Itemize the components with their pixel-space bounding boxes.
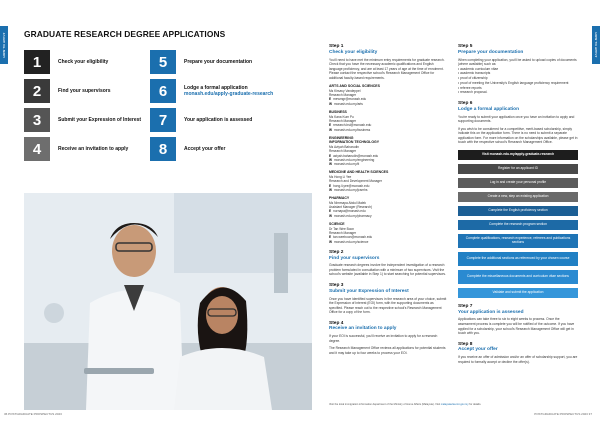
contact-school: ARTS AND SOCIAL SCIENCES [329, 84, 380, 89]
contact-role: Research Manager [329, 230, 357, 235]
step-7-section [458, 304, 578, 336]
list-item: • academic curriculum vitae [458, 67, 578, 72]
contact-engineering-it [329, 136, 447, 167]
step-3-number: 3 [24, 108, 50, 132]
step-7-subheading: Your application is assessed [458, 309, 524, 315]
flow-step-qualifications: Complete qualifications, research experience, referees and publications sections [458, 234, 578, 248]
step-6-tile [150, 79, 273, 103]
contact-email[interactable]: E tan.weeboon@monash.edu [329, 235, 373, 240]
contact-name: Ms Nimmapa Abdul Malek [329, 200, 367, 205]
contact-business [329, 110, 447, 132]
flow-step-register: Register for an applicant ID [458, 164, 578, 174]
flow-step-additional: Complete the additional sections as referenced by your chosen course [458, 252, 578, 266]
contact-school: SCIENCE [329, 222, 345, 227]
flow-step-login: Log in and create your personal profile [458, 178, 578, 188]
contact-email[interactable]: E nurnapa@monash.edu [329, 209, 366, 214]
contact-role: Research and Development Manager [329, 179, 382, 184]
step-8-section [458, 342, 578, 365]
contact-role: Research Manager [329, 93, 357, 98]
step-3-label: Submit your Expression of Interest [58, 116, 142, 123]
step-1-heading: Step 1 [329, 44, 344, 49]
contact-email[interactable]: E mewmgr@monash.edu [329, 97, 367, 102]
step-6-label [184, 85, 273, 98]
side-tab-left [0, 26, 8, 64]
step-5-label: Prepare your documentation [184, 58, 253, 65]
right-column [458, 44, 578, 364]
step-6-section [458, 101, 578, 145]
step-8-heading: Step 8 [458, 341, 473, 347]
flow-step-english: Complete the English proficiency section [458, 206, 578, 216]
page-footer-left: 36 POSTGRADUATE PROSPECTUS 2023 [4, 412, 62, 416]
step-6-subheading: Lodge a formal application [458, 106, 520, 112]
step-2-subheading: Find your supervisors [329, 255, 380, 261]
step-4-subheading: Receive an invitation to apply [329, 326, 397, 332]
contact-name: Ms Kirsavy Vandeppel [329, 88, 361, 93]
step-7-label: Your application is assessed [184, 116, 253, 123]
step-2-label: Find your supervisors [58, 87, 111, 94]
contact-science [329, 222, 447, 244]
step-5-heading: Step 5 [458, 44, 473, 49]
contact-name: Ms Kana Kum Pu [329, 114, 354, 119]
step-6-body-2: If you wish to be considered for a competitive, merit-based scholarship, simply indicate this on the application form. There is no need to submit a separate application form. For more information on the scholarships available, please get in touch with the respective school's Research Management Office. [458, 126, 578, 145]
contact-school: BUSINESS [329, 110, 347, 115]
step-2-body: Graduate research degrees involve the independent investigation of a research problem formulated in consultation with a minimum of two supervisors. Visit the school's website (available in Step 1) to start searching for potential supervisors. [329, 263, 446, 277]
step-8-subheading: Accept your offer [458, 347, 498, 353]
footnote [329, 403, 579, 406]
step-8-tile [150, 137, 225, 161]
contact-school: PHARMACY [329, 196, 350, 201]
contact-web[interactable]: W monash.edu.my/business [329, 127, 371, 132]
contact-email[interactable]: E aziyah.baharudin@monash.edu [329, 153, 379, 158]
step-5-body: When completing your application, you'll be asked to upload copies of documents (where available) such as: [458, 57, 577, 67]
list-item: • proof of citizenship [458, 76, 578, 81]
side-tab-left-label: HOW TO APPLY [2, 32, 6, 58]
side-tab-right [592, 26, 600, 64]
contact-role: Research Manager [329, 149, 357, 154]
page-footer-right: POSTGRADUATE PROSPECTUS 2023 37 [534, 412, 592, 416]
list-item: • proof of meeting the University's English language proficiency requirement [458, 81, 578, 86]
step-6-number: 6 [150, 79, 176, 103]
step-3-heading: Step 3 [329, 283, 344, 289]
contact-web-2[interactable]: W monash.edu.my/it [329, 162, 360, 167]
step-1-label: Check your eligibility [58, 58, 109, 65]
step-8-body: If you receive an offer of admission and/or an offer of scholarship support, you are required to formally accept or decline the offer(s). [458, 355, 578, 364]
contact-web[interactable]: W monash.edu.my/jcsmhs [329, 187, 368, 192]
apply-link[interactable]: monash.edu/apply-graduate-research [184, 91, 274, 97]
step-1-body: You'll need to have met the minimum entry requirements for graduate research. Check that you have the necessary academic qualifications and English language proficiency, and are at least 17 years of age at the time of enrolment. Please contact the respective school's Research Management Office for additional faculty-based requirements. [329, 57, 445, 80]
step-3-section [329, 283, 447, 315]
step-7-tile [150, 108, 252, 132]
contact-pharmacy [329, 196, 447, 218]
documents-list [458, 67, 578, 96]
contact-name: Ms Hong Li Yee [329, 175, 352, 180]
step-4-label: Receive an invitation to apply [58, 145, 129, 152]
contact-email[interactable]: E hong.li.yee@monash.edu [329, 183, 370, 188]
step-4-body: If your EOI is successful, you'll receive an invitation to apply for a research degree. [329, 334, 438, 343]
footnote-end: for details. [469, 403, 482, 406]
list-item: • academic transcripts [458, 71, 578, 76]
contact-name: Dr Tan Wee Boon [329, 226, 355, 231]
page-title: GRADUATE RESEARCH DEGREE APPLICATIONS [24, 29, 226, 39]
step-2-number: 2 [24, 79, 50, 103]
application-flowchart [458, 150, 578, 298]
contact-school: MEDICINE AND HEALTH SCIENCES [329, 170, 389, 175]
step-5-number: 5 [150, 50, 176, 74]
flow-step-misc-documents: Complete the miscellaneous documents and curriculum vitae sections [458, 270, 578, 284]
list-item: • referee reports [458, 86, 578, 91]
step-4-heading: Step 4 [329, 320, 344, 326]
contact-medicine [329, 170, 447, 192]
flow-step-create-application: Create a new, step an existing application [458, 192, 578, 202]
step-6-label-text: Lodge a formal application [184, 84, 248, 91]
middle-column [329, 44, 447, 355]
step-1-number: 1 [24, 50, 50, 74]
step-7-body: Applications can take three to six to eight weeks to process. Once the assessment process is complete you will be notified of the outcome. If you have applied for a scholarship, your school's Research Management Office will get in touch with you. [458, 317, 575, 336]
footnote-text: Visit the local immigration information department of the Ministry of Home Affairs (Malaysia). Visit [329, 403, 440, 406]
contact-web[interactable]: W monash.edu.my/pharmacy [329, 213, 372, 218]
step-3-tile [24, 108, 141, 132]
step-5-tile [150, 50, 252, 74]
step-2-heading: Step 2 [329, 249, 344, 255]
flow-step-visit-site[interactable]: Visit monash.edu.my/apply-graduate-research [458, 150, 578, 160]
contact-school: ENGINEERING INFORMATION TECHNOLOGY [329, 135, 380, 145]
flow-step-submit: Validate and submit the application [458, 288, 578, 298]
step-4-section [329, 321, 447, 356]
contact-web[interactable]: W monash.edu.my/science [329, 239, 369, 244]
contact-email[interactable]: E research.bsl@monash.edu [329, 123, 372, 128]
step-3-subheading: Submit your Expression of Interest [329, 288, 409, 294]
side-tab-right-label: HOW TO APPLY [594, 32, 598, 58]
list-item: • research proposal. [458, 90, 578, 95]
lab-photo-illustration [24, 193, 312, 410]
step-5-subheading: Prepare your documentation [458, 49, 524, 55]
contact-web[interactable]: W monash.edu.my/engineering [329, 157, 375, 162]
contact-name: Ms Aziyah Baharudin [329, 144, 359, 149]
step-7-number: 7 [150, 108, 176, 132]
lab-photo [24, 193, 312, 410]
step-4-tile [24, 137, 128, 161]
step-2-tile [24, 79, 111, 103]
step-2-section [329, 250, 447, 277]
footnote-link[interactable]: malaysiavisa.imi.gov.my [440, 403, 469, 406]
step-4-number: 4 [24, 137, 50, 161]
step-6-body: You're ready to submit your application once you have an invitation to apply and supporting documents. [458, 114, 575, 124]
contact-arts [329, 84, 447, 106]
step-8-label: Accept your offer [184, 145, 226, 152]
contact-web[interactable]: W monash.edu.my/arts [329, 101, 363, 106]
contact-role: Research Manager [329, 118, 357, 123]
step-4-body-2: The Research Management Office reviews all applications for potential students and it may take up to four weeks to process your EOI. [329, 346, 446, 355]
step-6-heading: Step 6 [458, 101, 473, 107]
step-1-subheading: Check your eligibility [329, 49, 378, 55]
flow-step-research-program: Complete the research program section [458, 220, 578, 230]
contact-role: Assistant Manager (Research) [329, 205, 373, 210]
step-7-heading: Step 7 [458, 303, 473, 309]
step-8-number: 8 [150, 137, 176, 161]
step-3-body: Once you have identified supervisors in the research area of your choice, submit the Expression of Interest (EOI) form, with the supporting documents as specified. Please reach out to the respective school's Research Management Office for a copy of the form. [329, 296, 447, 315]
step-1-tile [24, 50, 108, 74]
